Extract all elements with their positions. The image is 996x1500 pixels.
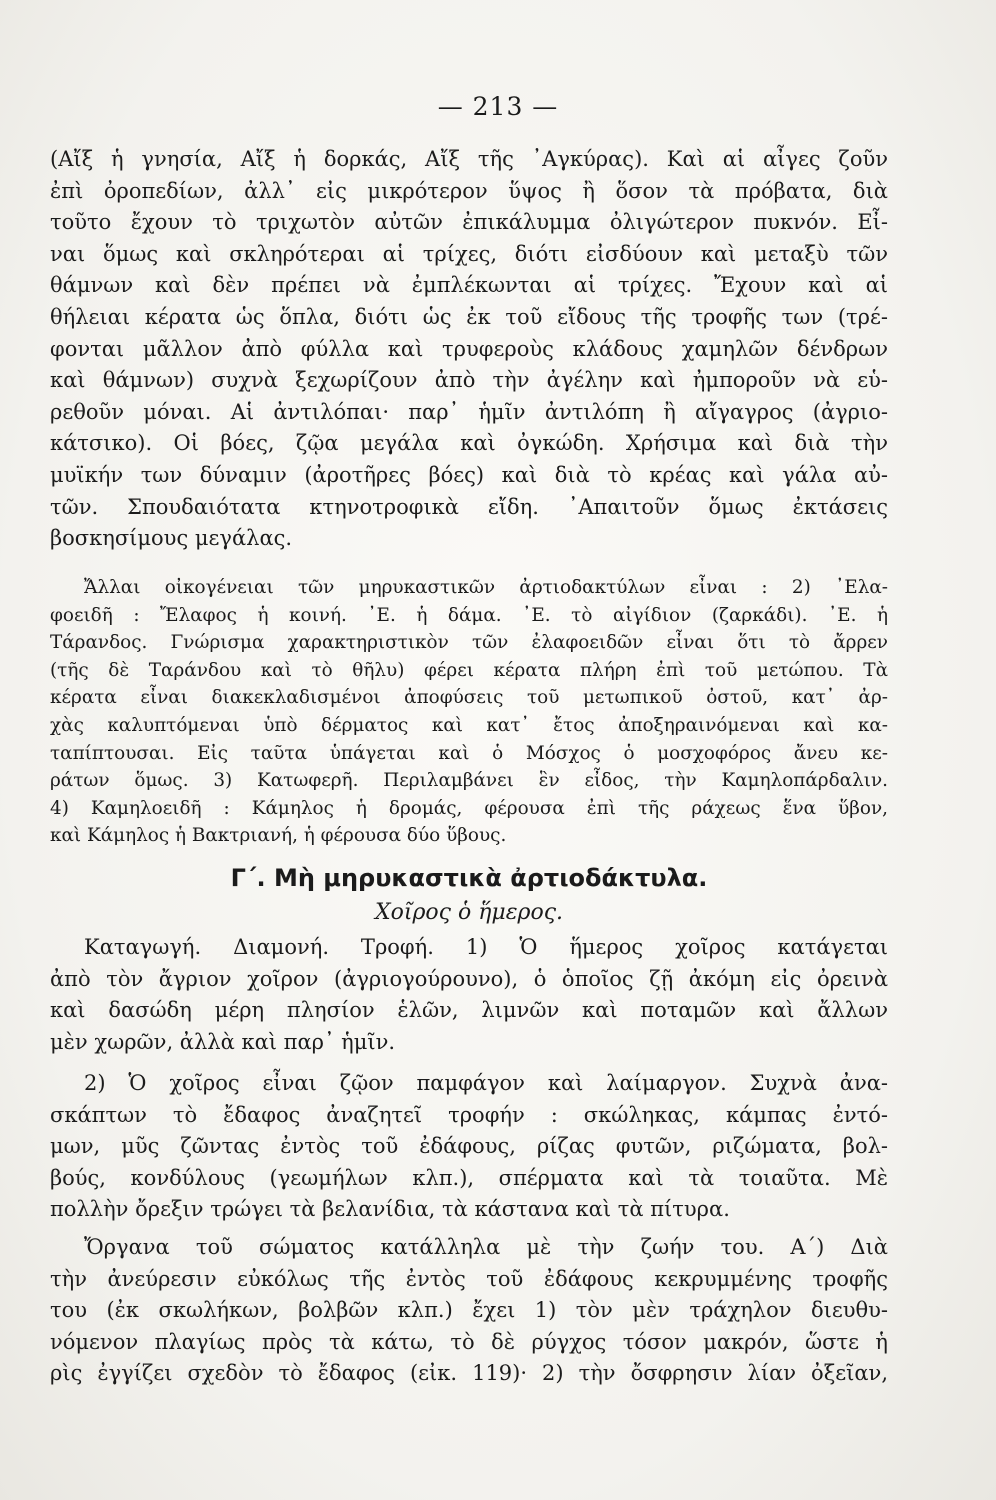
paragraph-origin [50,932,888,1058]
text-line: πολλὴν ὄρεξιν τρώγει τὰ βελανίδια, τὰ κάστανα καὶ τὰ πίτυρα. [50,1197,730,1222]
page-number: — 213 — [437,92,559,121]
text-line: (τῆς δὲ Ταράνδου καὶ τὸ θῆλυ) φέρει κέρατα πλήρη ἐπὶ τοῦ μετώπου. Τὰ [50,659,888,681]
text-line: θάμνων καὶ δὲν πρέπει νὰ ἐμπλέκωνται αἱ τρίχες. Ἔχουν καὶ αἱ [50,273,888,298]
text-line: ράτων ὅμως. 3) Κατωφερῆ. Περιλαμβάνει ἓν εἶδος, τὴν Καμηλοπάρδαλιν. [50,770,888,792]
text-line: κάτσικο). Οἱ βόες, ζῷα μεγάλα καὶ ὀγκώδη. Χρήσιμα καὶ διὰ τὴν [50,431,888,456]
paragraph-goats-cattle [50,144,888,555]
text-line: μὲν χωρῶν, ἀλλὰ καὶ παρ᾿ ἡμῖν. [50,1029,396,1054]
text-line: ρὶς ἐγγίζει σχεδὸν τὸ ἔδαφος (εἰκ. 119)· 2) τὴν ὄσφρησιν λίαν ὀξεῖαν, [50,1361,888,1386]
text-line: Καταγωγή. Διαμονή. Τροφή. 1) Ὁ ἥμερος χοῖρος κατάγεται [84,935,888,959]
text-line: φοειδῆ : Ἔλαφος ἡ κοινή. ᾿Ε. ἡ δάμα. ᾿Ε. τὸ αἰγίδιον (ζαρκάδι). ᾿Ε. ἡ [50,604,888,626]
text-line: Ὄργανα τοῦ σώματος κατάλληλα μὲ τὴν ζωήν του. Α΄) Διὰ [84,1235,888,1259]
text-line: βούς, κονδύλους (γεωμήλων κλπ.), σπέρματα καὶ τὰ τοιαῦτα. Μὲ [50,1165,888,1190]
text-line: μυϊκήν των δύναμιν (ἀροτῆρες βόες) καὶ διὰ τὸ κρέας καὶ γάλα αὐ- [50,462,888,487]
text-line: 2) Ὁ χοῖρος εἶναι ζῷον παμφάγον καὶ λαίμαργον. Συχνὰ ἀνα- [84,1071,888,1095]
text-line: ἀπὸ τὸν ἄγριον χοῖρον (ἀγριογούρουνο), ὁ ὁποῖος ζῇ ἀκόμη εἰς ὀρεινὰ [50,966,888,991]
text-line: 4) Καμηλοειδῆ : Κάμηλος ἡ δρομάς, φέρουσα ἐπὶ τῆς ράχεως ἕνα ὕβον, [50,797,888,819]
text-line: χὰς καλυπτόμεναι ὑπὸ δέρματος καὶ κατ᾿ ἔτος ἀποξηραινόμεναι καὶ κα- [50,714,888,736]
text-line: (Αἴξ ἡ γνησία, Αἴξ ἡ δορκάς, Αἴξ τῆς ᾿Αγκύρας). Καὶ αἱ αἶγες ζοῦν [50,147,888,171]
text-line: ρεθοῦν μόναι. Αἱ ἀντιλόπαι· παρ᾿ ἡμῖν ἀντιλόπη ἢ αἴγαγρος (ἀγριο- [50,399,888,424]
text-line: καὶ Κάμηλος ἡ Βακτριανή, ἡ φέρουσα δύο ὕβους. [50,825,507,847]
section-heading: Γ΄. Μὴ μηρυκαστικὰ ἀρτιοδάκτυλα. [230,864,708,892]
text-line: βοσκησίμους μεγάλας. [50,526,293,551]
text-line: σκάπτων τὸ ἔδαφος ἀναζητεῖ τροφήν : σκώληκας, κάμπας ἐντό- [50,1102,888,1127]
text-line: κέρατα εἶναι διακεκλαδισμένοι ἀποφύσεις τοῦ μετωπικοῦ ὀστοῦ, κατ᾿ ἀρ- [50,687,888,709]
text-line: νόμενον πλαγίως πρὸς τὰ κάτω, τὸ δὲ ρύγχος τόσον μακρόν, ὥστε ἡ [50,1329,888,1354]
paragraph-other-families [50,574,888,850]
text-line: ναι ὅμως καὶ σκληρότεραι αἱ τρίχες, διότι εἰσδύουν καὶ μεταξὺ τῶν [50,241,888,266]
text-line: καὶ δασώδη μέρη πλησίον ἑλῶν, λιμνῶν καὶ ποταμῶν καὶ ἄλλων [50,998,888,1023]
text-line: φονται μᾶλλον ἀπὸ φύλλα καὶ τρυφεροὺς κλάδους χαμηλῶν δένδρων [50,336,888,361]
text-line: θήλειαι κέρατα ὡς ὅπλα, διότι ὡς ἐκ τοῦ εἴδους τῆς τροφῆς των (τρέ- [50,304,888,329]
text-line: Ἄλλαι οἰκογένειαι τῶν μηρυκαστικῶν ἀρτιοδακτύλων εἶναι : 2) ᾿Ελα- [84,577,888,598]
text-line: μων, μῦς ζῶντας ἐντὸς τοῦ ἐδάφους, ρίζας φυτῶν, ριζώματα, βολ- [50,1134,888,1159]
text-line: καὶ θάμνων) συχνὰ ξεχωρίζουν ἀπὸ τὴν ἀγέλην καὶ ἠμποροῦν νὰ εὑ- [50,368,888,393]
text-line: τῶν. Σπουδαιότατα κτηνοτροφικὰ εἴδη. ᾿Απαιτοῦν ὅμως ἐκτάσεις [50,494,888,519]
paragraph-diet [50,1068,888,1226]
text-line: του (ἐκ σκωλήκων, βολβῶν κλπ.) ἔχει 1) τὸν μὲν τράχηλον διευθυ- [50,1298,888,1323]
text-line: ἐπὶ ὀροπεδίων, ἀλλ᾿ εἰς μικρότερον ὕψος ἢ ὅσον τὰ πρόβατα, διὰ [50,178,888,203]
text-line: τὴν ἀνεύρεσιν εὐκόλως τῆς ἐντὸς τοῦ ἐδάφους κεκρυμμένης τροφῆς [50,1266,888,1291]
section-subheading: Χοῖρος ὁ ἥμερος. [374,900,564,925]
paragraph-body-organs [50,1232,888,1390]
text-line: τοῦτο ἔχουν τὸ τριχωτὸν αὐτῶν ἐπικάλυμμα ὀλιγώτερον πυκνόν. Εἶ- [50,210,888,235]
text-line: Τάρανδος. Γνώρισμα χαρακτηριστικὸν τῶν ἐλαφοειδῶν εἶναι ὅτι τὸ ἄρρεν [50,632,888,654]
text-line: ταπίπτουσαι. Εἰς ταῦτα ὑπάγεται καὶ ὁ Μόσχος ὁ μοσχοφόρος ἄνευ κε- [50,742,888,764]
